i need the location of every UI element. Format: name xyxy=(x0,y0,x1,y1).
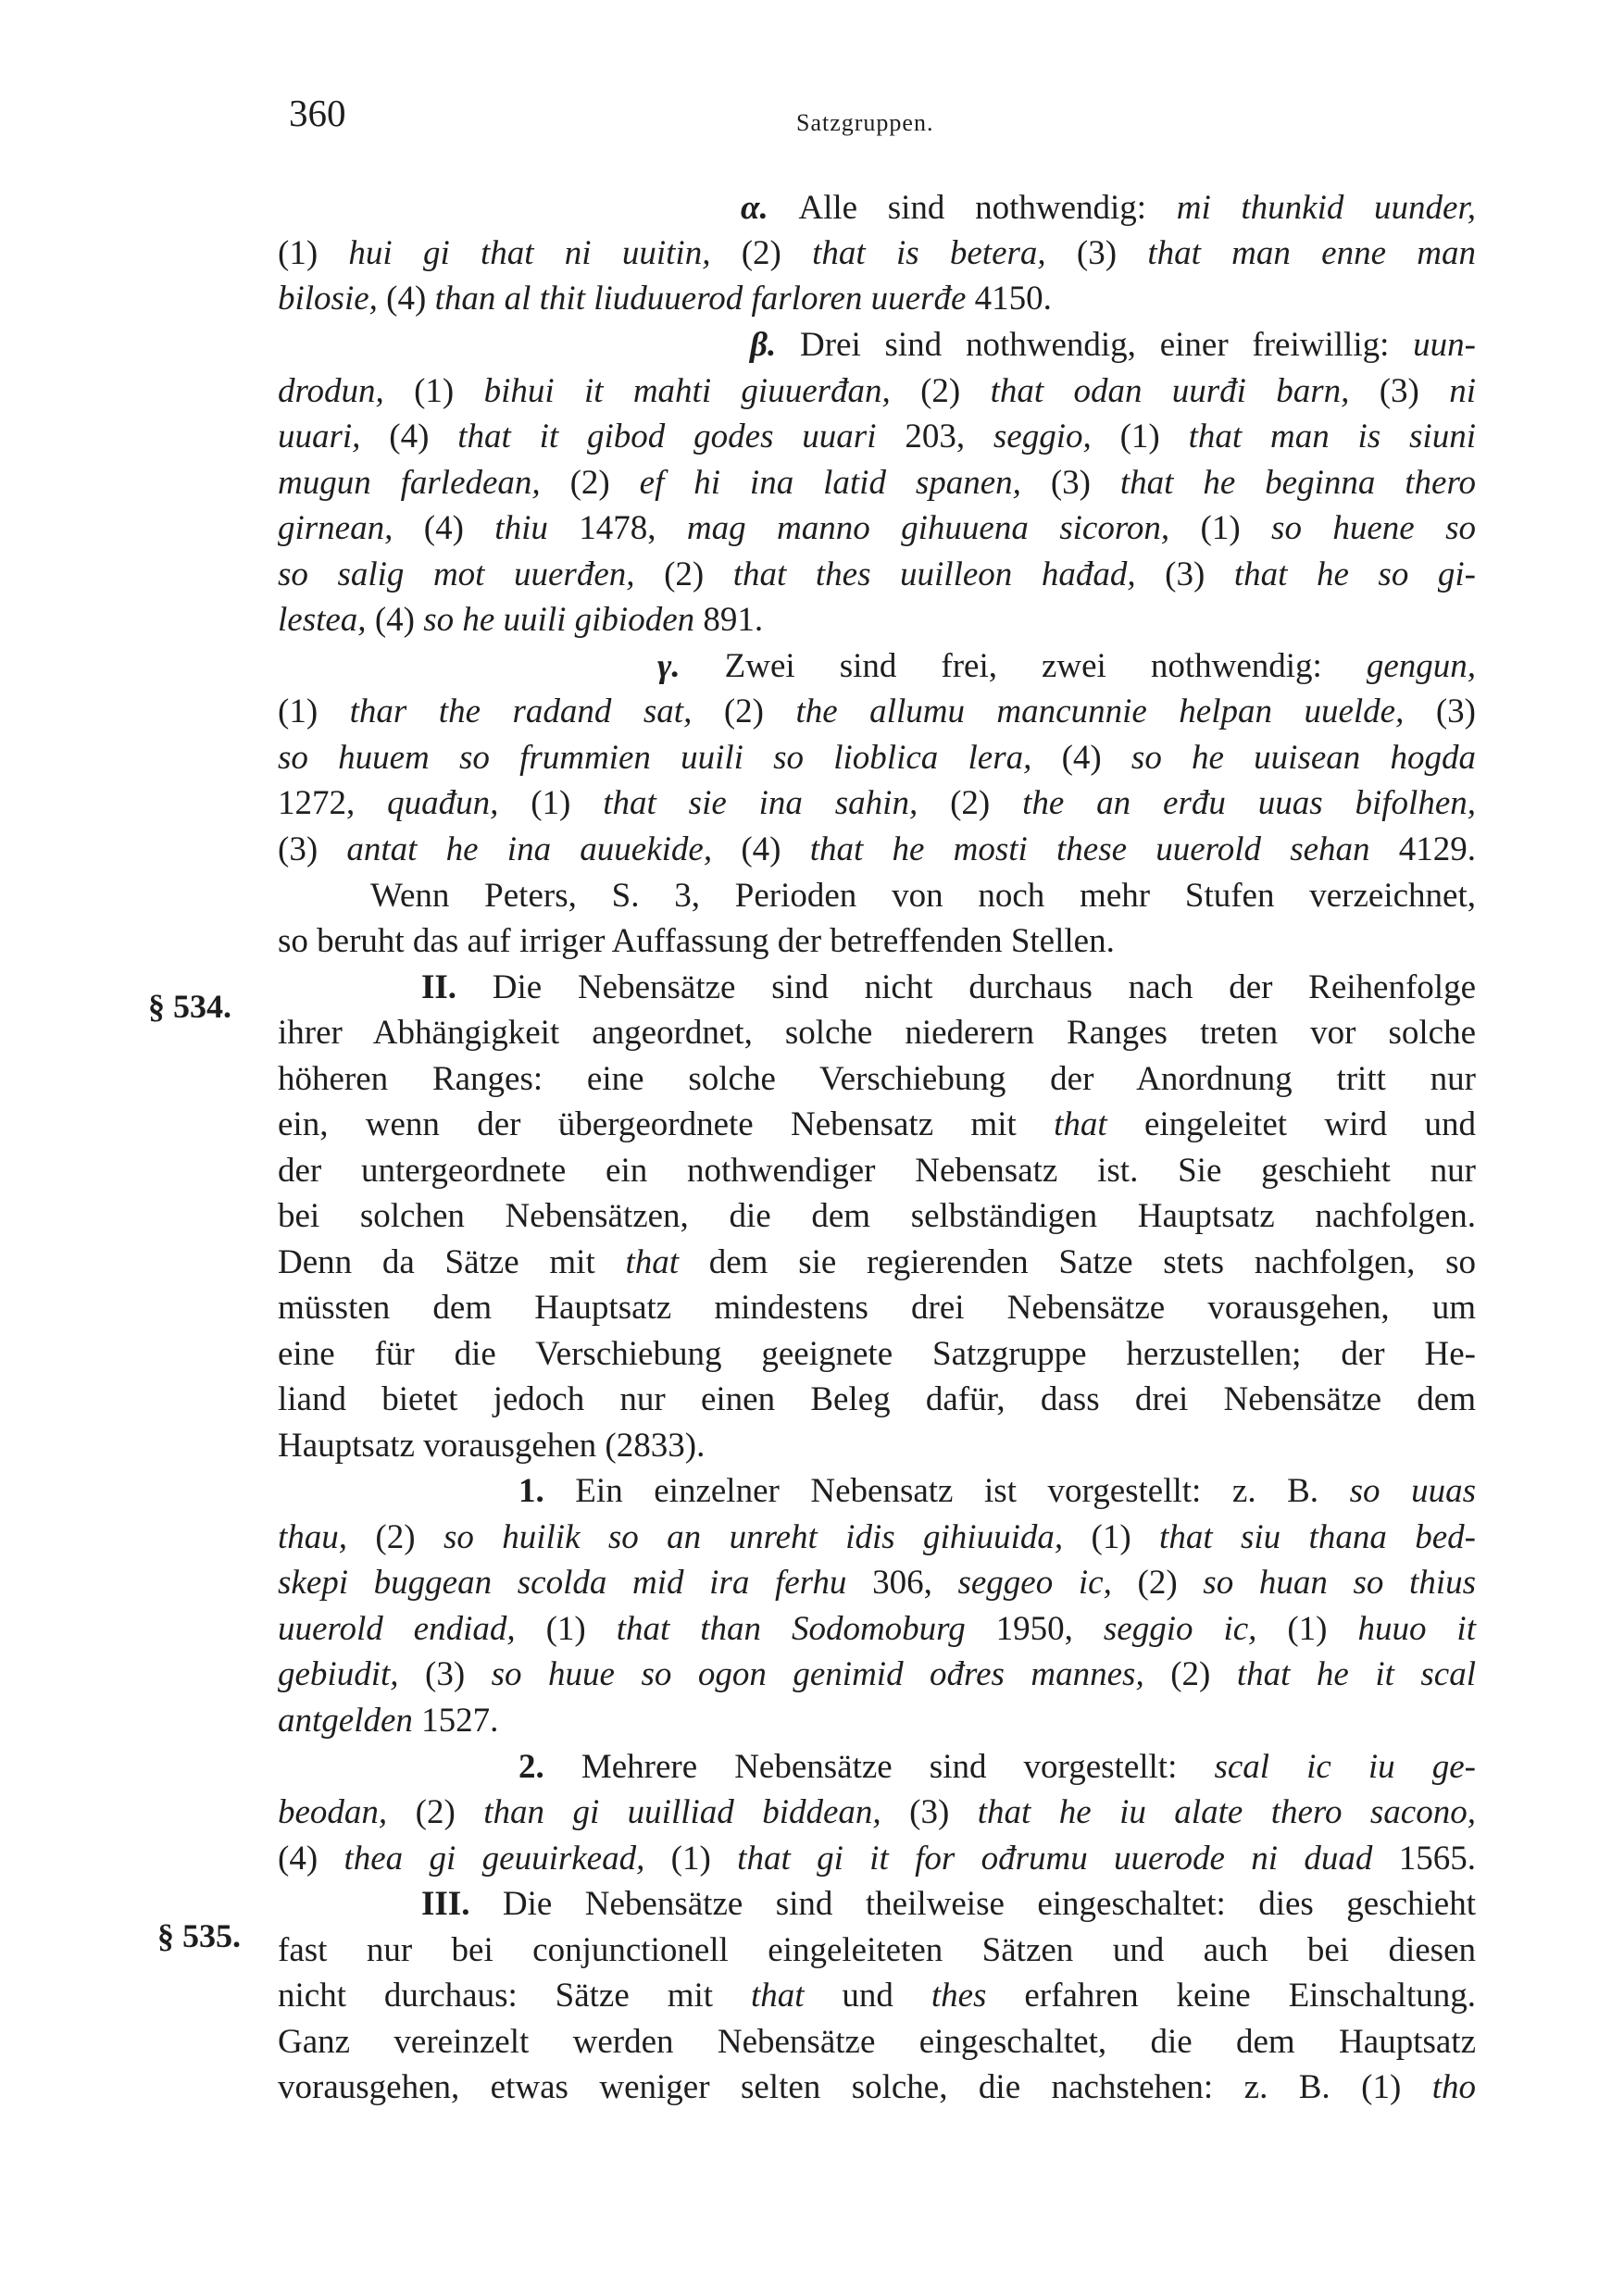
text-line: β. Drei sind nothwendig, einer freiwillig: uun- xyxy=(750,326,1476,364)
running-head: Satzgruppen. xyxy=(796,109,934,136)
text-line: girnean, (4) thiu 1478, mag manno gihuuena sicoron, (1) so huene so xyxy=(278,509,1476,547)
text-line: (3) antat he ina auuekide, (4) that he mosti these uuerold sehan 4129. xyxy=(278,830,1477,868)
text-line: (1) thar the radand sat, (2) the allumu mancunnie helpan uuelde, (3) xyxy=(278,693,1476,730)
text-line: nicht durchaus: Sätze mit that und thes erfahren keine Einschaltung. xyxy=(278,1977,1477,2015)
text-line: Wenn Peters, S. 3, Perioden von noch mehr Stufen verzeichnet, xyxy=(370,877,1476,915)
text-line: lestea, (4) so he uuili gibioden 891. xyxy=(278,601,764,639)
text-line: uuerold endiad, (1) that than Sodomoburg 1950, seggio ic, (1) huuo it xyxy=(278,1610,1476,1648)
text-line: Hauptsatz vorausgehen (2833). xyxy=(278,1427,706,1465)
text-line: antgelden 1527. xyxy=(278,1702,499,1740)
text-line: skepi buggean scolda mid ira ferhu 306, seggeo ic, (2) so huan so thius xyxy=(278,1564,1477,1602)
text-line: thau, (2) so huilik so an unreht idis gihiuuida, (1) that siu thana bed- xyxy=(278,1518,1476,1556)
text-line: III. Die Nebensätze sind theilweise eingeschaltet: dies geschieht xyxy=(421,1885,1476,1923)
text-line: 1272, quađun, (1) that sie ina sahin, (2) the an erđu uuas bifolhen, xyxy=(278,784,1476,822)
text-line: (4) thea gi geuuirkead, (1) that gi it for ođrumu uuerode ni duad 1565. xyxy=(278,1840,1476,1878)
text-line: (1) hui gi that ni uuitin, (2) that is betera, (3) that man enne man xyxy=(278,234,1476,272)
text-line: müssten dem Hauptsatz mindestens drei Nebensätze vorausgehen, um xyxy=(278,1289,1476,1327)
text-line: der untergeordnete ein nothwendiger Nebensatz ist. Sie geschieht nur xyxy=(278,1152,1476,1190)
text-line: so huuem so frummien uuili so lioblica lera, (4) so he uuisean hogda xyxy=(278,739,1476,777)
text-line: höheren Ranges: eine solche Verschiebung der Anordnung tritt nur xyxy=(278,1060,1476,1098)
text-line: so beruht das auf irriger Auffassung der betreffenden Stellen. xyxy=(278,922,1115,960)
text-line: liand bietet jedoch nur einen Beleg dafür, dass drei Nebensätze dem xyxy=(278,1380,1476,1418)
text-line: Denn da Sätze mit that dem sie regierenden Satze stets nachfolgen, so xyxy=(278,1243,1476,1281)
text-line: 2. Mehrere Nebensätze sind vorgestellt: scal ic iu ge- xyxy=(518,1748,1476,1786)
text-line: γ. Zwei sind frei, zwei nothwendig: gengun, xyxy=(657,647,1476,685)
text-line: bilosie, (4) than al thit liuduuerod farloren uuerđe 4150. xyxy=(278,280,1052,318)
text-line: 1. Ein einzelner Nebensatz ist vorgestellt: z. B. so uuas xyxy=(518,1472,1476,1510)
section-534-marker: § 534. xyxy=(148,988,231,1025)
text-line: so salig mot uuerđen, (2) that thes uuilleon hađad, (3) that he so gi- xyxy=(278,555,1476,593)
section-535-marker: § 535. xyxy=(157,1917,241,1954)
text-line: eine für die Verschiebung geeignete Satzgruppe herzustellen; der He- xyxy=(278,1335,1476,1373)
text-line: Ganz vereinzelt werden Nebensätze eingeschaltet, die dem Hauptsatz xyxy=(278,2023,1476,2061)
text-line: α. Alle sind nothwendig: mi thunkid uunder, xyxy=(741,189,1476,227)
text-line: ein, wenn der übergeordnete Nebensatz mit that eingeleitet wird und xyxy=(278,1105,1476,1143)
text-line: II. Die Nebensätze sind nicht durchaus nach der Reihenfolge xyxy=(421,968,1476,1006)
text-line: fast nur bei conjunctionell eingeleiteten Sätzen und auch bei diesen xyxy=(278,1931,1476,1969)
text-line: beodan, (2) than gi uuilliad biddean, (3) that he iu alate thero sacono, xyxy=(278,1793,1476,1831)
text-line: bei solchen Nebensätzen, die dem selbständigen Hauptsatz nachfolgen. xyxy=(278,1197,1476,1235)
text-line: mugun farledean, (2) ef hi ina latid spanen, (3) that he beginna thero xyxy=(278,464,1476,502)
text-line: drodun, (1) bihui it mahti giuuerđan, (2) that odan uurđi barn, (3) ni xyxy=(278,372,1476,410)
text-line: uuari, (4) that it gibod godes uuari 203, seggio, (1) that man is siuni xyxy=(278,418,1476,455)
page-number: 360 xyxy=(289,92,346,134)
text-line: gebiudit, (3) so huue so ogon genimid ođres mannes, (2) that he it scal xyxy=(278,1655,1476,1693)
text-line: ihrer Abhängigkeit angeordnet, solche niederern Ranges treten vor solche xyxy=(278,1014,1476,1052)
text-line: vorausgehen, etwas weniger selten solche, die nachstehen: z. B. (1) tho xyxy=(278,2068,1476,2106)
